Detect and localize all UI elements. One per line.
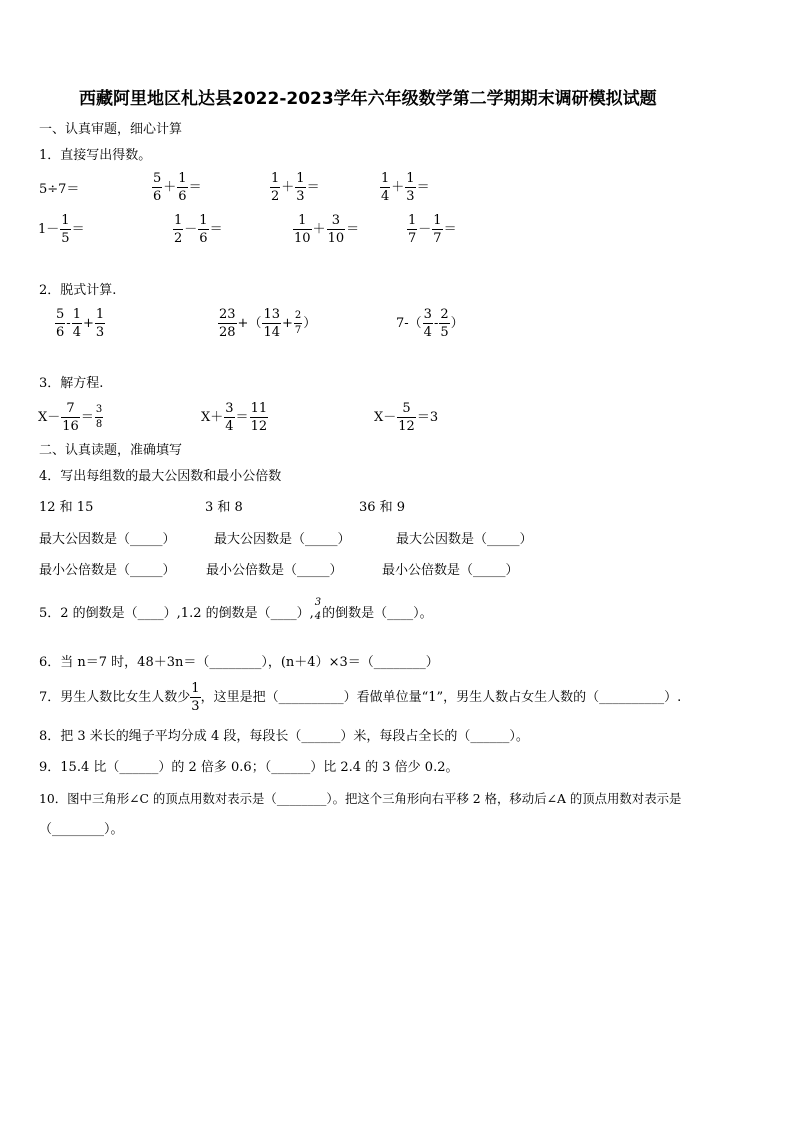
page-title: 西藏阿里地区札达县2022-2023学年六年级数学第二学期期末调研模拟试题	[79, 89, 657, 109]
section-heading-2: 二、认真读题，准确填写	[39, 443, 183, 458]
q4-group-3: 36 和 9	[359, 500, 406, 515]
fraction: $\frac{5}{12}$	[398, 401, 415, 434]
fraction: $\frac{1}{3}$	[95, 307, 105, 340]
q2-expr-2: $\frac{23}{28}$ +（ $\frac{13}{14}$ + $\frac{2}{7}$ ）	[219, 307, 317, 340]
question-3-label: 3．解方程.	[39, 376, 104, 391]
section-heading-1: 一、认真审题，细心计算	[39, 122, 183, 137]
q4-group-2: 3 和 8	[205, 500, 243, 515]
fraction: $\frac{1}{6}$	[178, 171, 187, 204]
q4-lcm-blank-1[interactable]: 最小公倍数是（_____）	[39, 563, 176, 578]
fraction: $\frac{1}{6}$	[199, 213, 208, 246]
fraction: $\frac{1}{10}$	[294, 213, 311, 246]
q1-expr-2: $\frac{5}{6}$ ＋ $\frac{1}{6}$ ＝	[153, 171, 202, 204]
question-9: 9．15.4 比（______）的 2 倍多 0.6；（______）比 2.4 的 3 倍少 0.2。	[39, 760, 459, 775]
fraction: $\frac{13}{14}$	[263, 307, 280, 340]
fraction: $\frac{1}{3}$	[296, 171, 305, 204]
question-10-line-2: （________）。	[39, 822, 124, 837]
fraction: $\frac{1}{4}$	[381, 171, 390, 204]
q4-group-1: 12 和 15	[39, 500, 94, 515]
fraction: $\frac{2}{5}$	[440, 307, 449, 340]
fraction: $\frac{1}{3}$	[406, 171, 415, 204]
question-7: 7．男生人数比女生人数少 $\frac{1}{3}$ ，这里是把（__________）看做单位量“1”，男生人数占女生人数的（__________）.	[39, 681, 682, 714]
fraction: $\frac{5}{6}$	[153, 171, 162, 204]
q2-expr-3: 7-（ $\frac{3}{4}$ - $\frac{2}{5}$ ）	[396, 307, 464, 340]
q1-expr-5: 1－ $\frac{1}{5}$ ＝	[38, 213, 85, 246]
fraction: $\frac{3}{8}$	[95, 404, 103, 430]
question-10-line-1: 10．图中三角形∠C 的顶点用数对表示是（________）。把这个三角形向右平移 2 格，移动后∠A 的顶点用数对表示是	[39, 791, 682, 806]
q4-gcd-blank-3[interactable]: 最大公因数是（_____）	[396, 532, 533, 547]
fraction: 3 4	[314, 597, 322, 622]
fraction: $\frac{1}{5}$	[61, 213, 70, 246]
fraction: $\frac{1}{4}$	[72, 307, 81, 340]
fraction: $\frac{1}{7}$	[433, 213, 442, 246]
q2-expr-1: $\frac{5}{6}$ - $\frac{1}{4}$ + $\frac{1}{3}$	[56, 307, 105, 340]
q1-expr-4: $\frac{1}{4}$ ＋ $\frac{1}{3}$ ＝	[381, 171, 430, 204]
q3-equation-3: X－ $\frac{5}{12}$ ＝3	[374, 401, 439, 434]
fraction: $\frac{3}{4}$	[225, 401, 234, 434]
q1-expr-1: 5÷7＝	[39, 182, 80, 197]
fraction: $\frac{23}{28}$	[219, 307, 236, 340]
q1-expr-8: $\frac{1}{7}$ － $\frac{1}{7}$ ＝	[408, 213, 457, 246]
q4-gcd-blank-2[interactable]: 最大公因数是（_____）	[214, 532, 351, 547]
fraction: $\frac{3}{10}$	[327, 213, 345, 246]
question-6: 6．当 n＝7 时，48＋3n＝（________），(n＋4）×3＝（________）	[39, 655, 439, 670]
q4-lcm-blank-3[interactable]: 最小公倍数是（_____）	[382, 563, 519, 578]
fraction: $\frac{2}{7}$	[294, 310, 302, 336]
q3-equation-1: X－ $\frac{7}{16}$ ＝ $\frac{3}{8}$	[38, 401, 103, 434]
question-8: 8．把 3 米长的绳子平均分成 4 段，每段长（______）米，每段占全长的（______）。	[39, 729, 529, 744]
fraction: $\frac{5}{6}$	[56, 307, 65, 340]
fraction: $\frac{3}{4}$	[423, 307, 432, 340]
q1-expr-6: $\frac{1}{2}$ － $\frac{1}{6}$ ＝	[174, 213, 223, 246]
fraction: $\frac{1}{2}$	[271, 171, 280, 204]
q1-expr-3: $\frac{1}{2}$ ＋ $\frac{1}{3}$ ＝	[271, 171, 320, 204]
q1-expr-7: $\frac{1}{10}$ ＋ $\frac{3}{10}$ ＝	[294, 213, 360, 246]
question-1-label: 1．直接写出得数。	[39, 148, 152, 163]
fraction: $\frac{1}{3}$	[191, 681, 200, 714]
fraction: $\frac{7}{16}$	[62, 401, 79, 434]
q4-gcd-blank-1[interactable]: 最大公因数是（_____）	[39, 532, 176, 547]
fraction: $\frac{11}{12}$	[250, 401, 268, 434]
question-4-label: 4．写出每组数的最大公因数和最小公倍数	[39, 469, 282, 484]
fraction: $\frac{1}{2}$	[174, 213, 183, 246]
q4-lcm-blank-2[interactable]: 最小公倍数是（_____）	[206, 563, 343, 578]
fraction: $\frac{1}{7}$	[408, 213, 417, 246]
q3-equation-2: X＋ $\frac{3}{4}$ ＝ $\frac{11}{12}$	[201, 401, 268, 434]
question-5: 5．2 的倒数是（____）,1.2 的倒数是（____）, 3 4 的倒数是（____）。	[39, 597, 433, 622]
question-2-label: 2．脱式计算.	[39, 283, 117, 298]
